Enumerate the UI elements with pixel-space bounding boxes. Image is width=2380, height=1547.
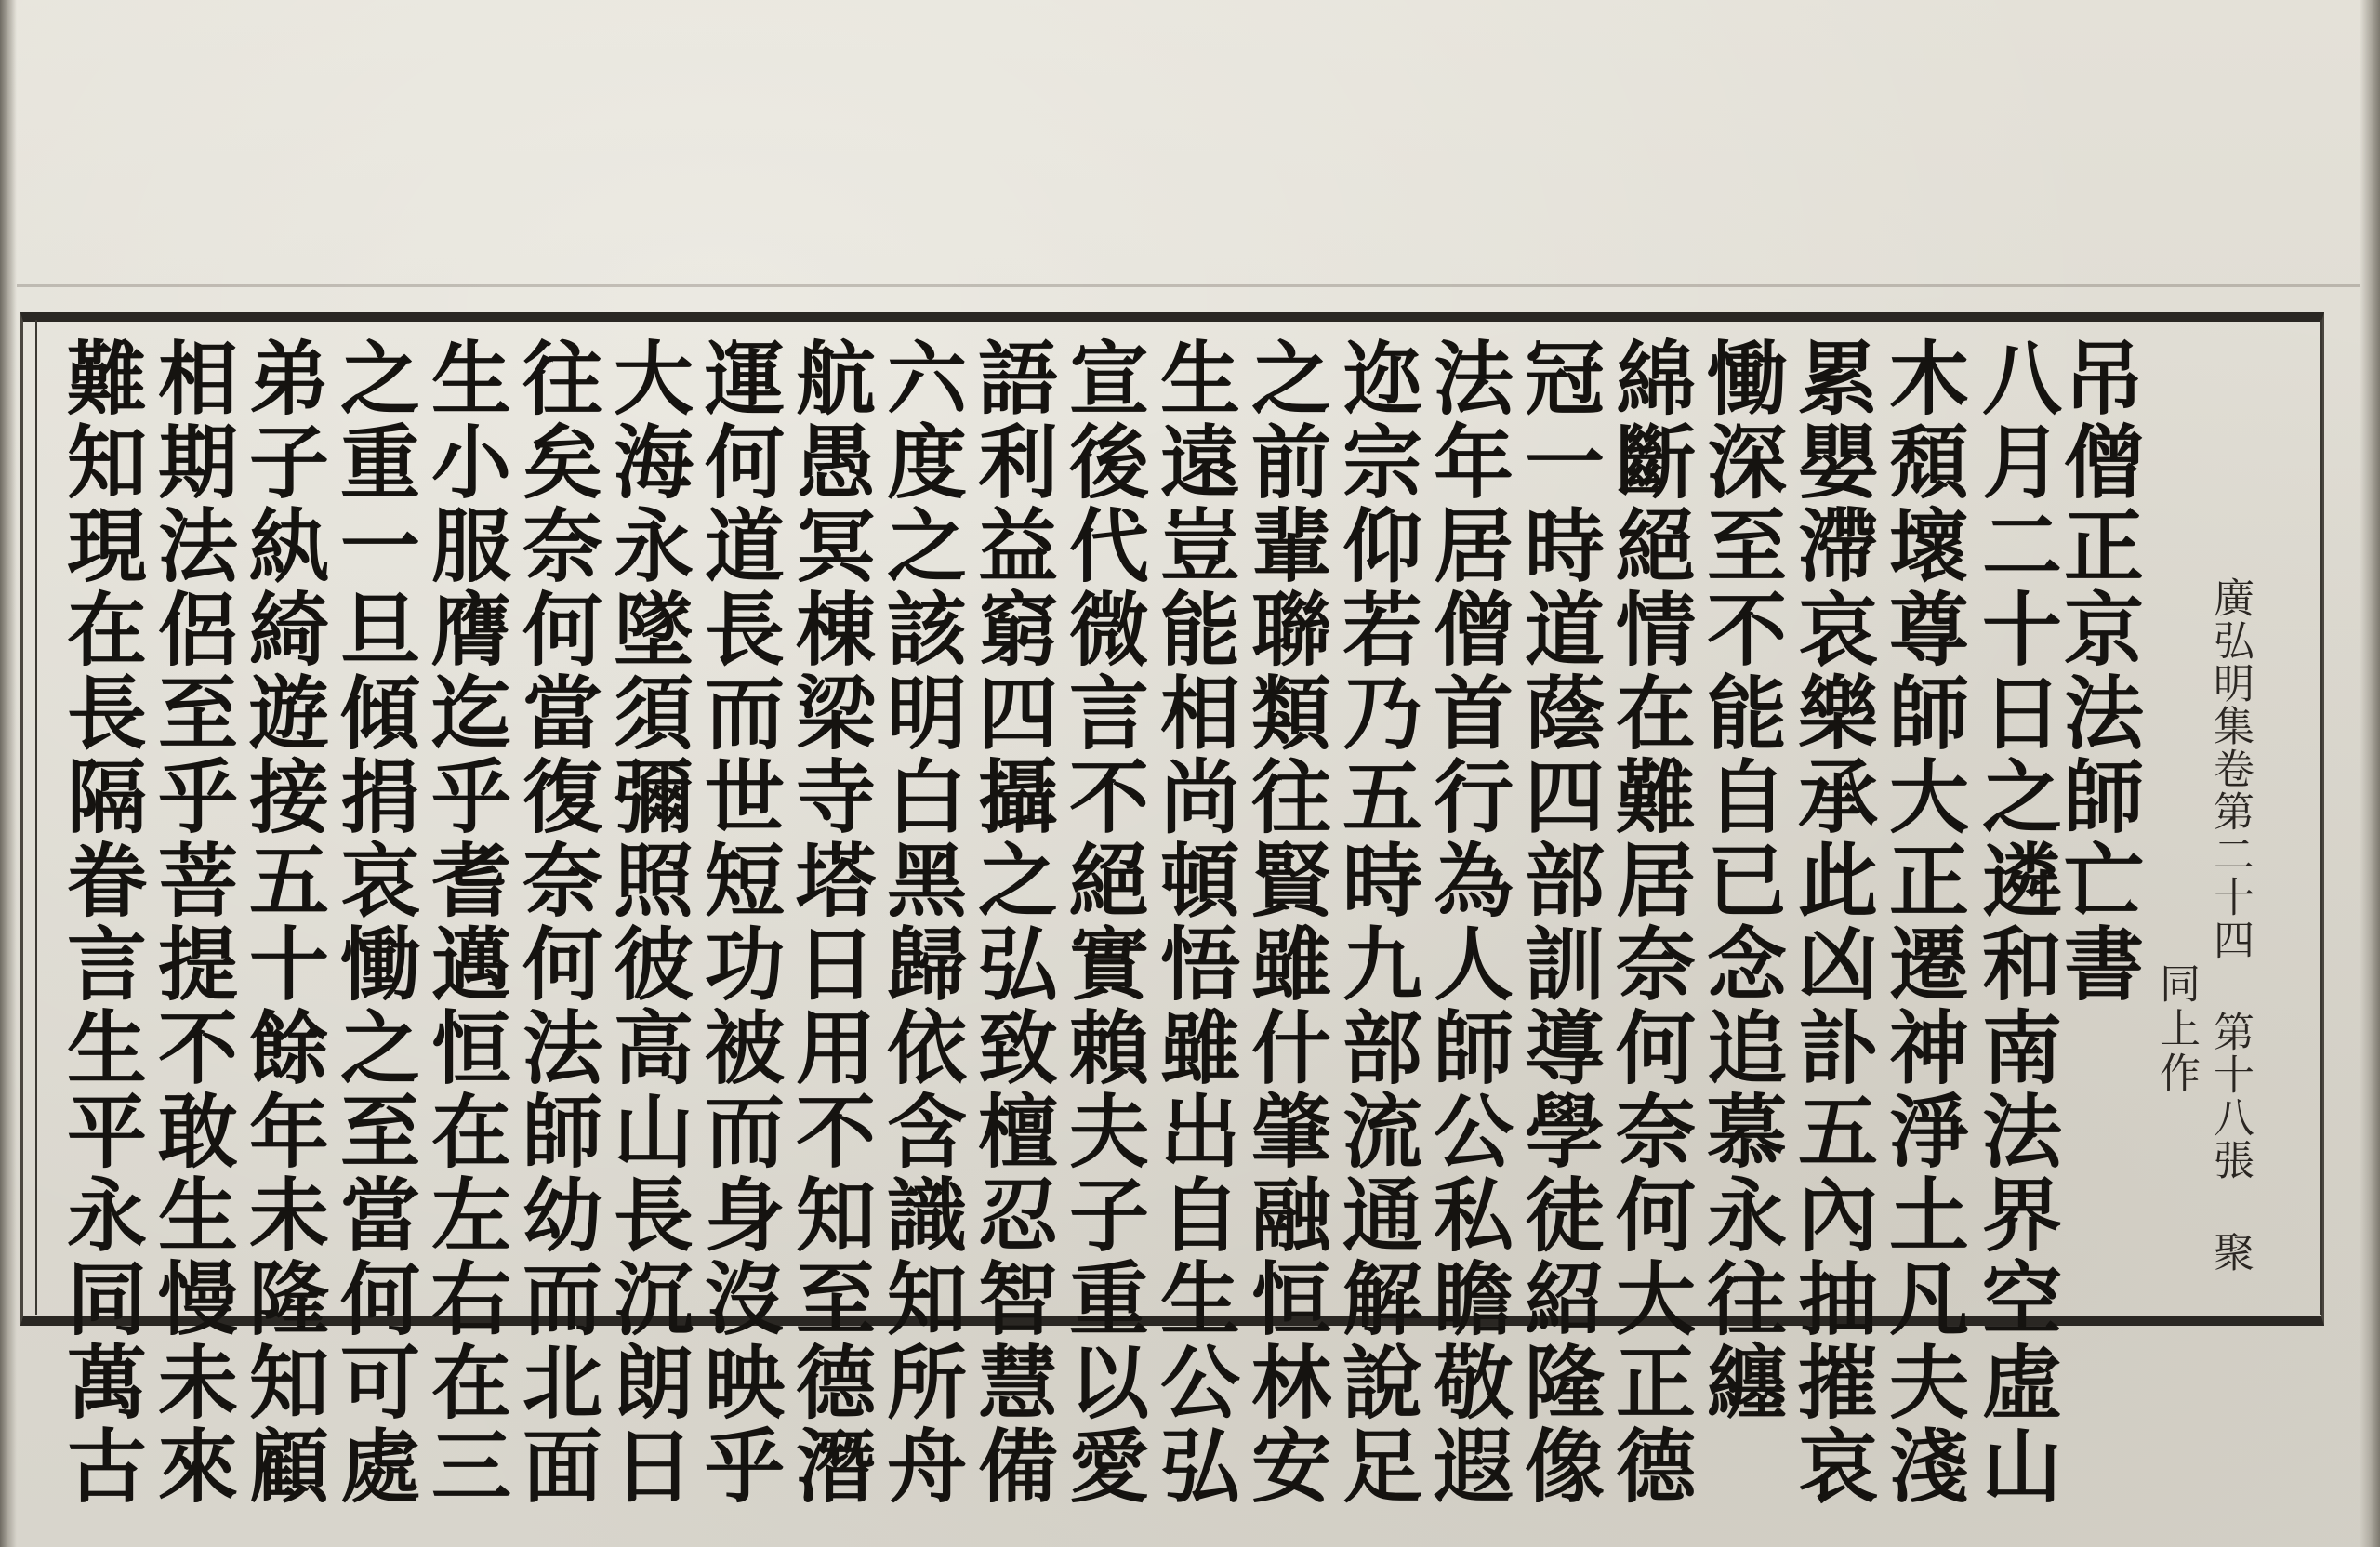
text-column-8: 迩宗仰若乃五時九部流通解說足 [1329,337,1422,1508]
author-note: 同上作 [2152,962,2200,1096]
text-column-9: 之前輩聯類往賢雖什肇融恒林安 [1237,337,1331,1508]
text-column-6: 冠一時道蔭四部訓導學徒紹隆像 [1511,337,1605,1508]
text-column-17: 往矣奈何當復奈何法師幼而北面 [509,337,602,1508]
paper-crease [17,284,2360,287]
text-column-16: 大海永墜須彌照彼高山長沉朗日 [600,337,694,1508]
text-column-21: 相期法侶至乎菩提不敢生慢未來 [144,337,238,1508]
text-column-7: 法年居僧首行為人師公私瞻敬遐 [1420,337,1514,1508]
text-column-12: 語利益窮四攝之弘致檀忍智慧備 [964,337,1058,1508]
text-column-15: 運何道長而世短功被而身沒映乎 [691,337,785,1508]
text-column-5: 綿斷絕情在難居奈何奈何大正德 [1602,337,1696,1508]
text-column-22: 難知現在長隔眷言生平永同萬古 [53,337,147,1508]
text-column-1: 八月二十日之遴和南法界空虛山 [1968,337,2062,1508]
text-column-14: 航愚冥棟梁寺塔日用不知至德潛 [782,337,876,1508]
page-right-edge [2360,0,2380,1547]
text-column-10: 生遠豈能相尚頓悟雖出自生公弘 [1146,337,1240,1508]
page-left-edge [0,0,17,1547]
text-column-18: 生小服膺迄乎耆邁恒在左右在三 [417,337,511,1508]
text-column-3: 累嬰滯哀樂承此凶訃五內抽摧哀 [1784,337,1878,1508]
text-column-20: 弟子紈綺遊接五十餘年未隆知顧 [235,337,329,1508]
text-column-11: 宣後代微言不絕實賴夫子重以愛 [1055,337,1149,1508]
text-column-4: 慟深至不能自已念追慕永往纏 [1693,337,1787,1424]
text-column-2: 木頹壞尊師大正遷神淨土凡夫淺 [1875,337,1969,1508]
document-title: 吊僧正京法師亡書 [2050,337,2144,1006]
text-column-13: 六度之該明白黑歸依含識知所舟 [873,337,967,1508]
source-note: 廣弘明集卷第二十四 第十八張 聚 [2206,576,2254,1274]
text-column-19: 之重一旦傾捐哀慟之至當何可處 [326,337,420,1508]
